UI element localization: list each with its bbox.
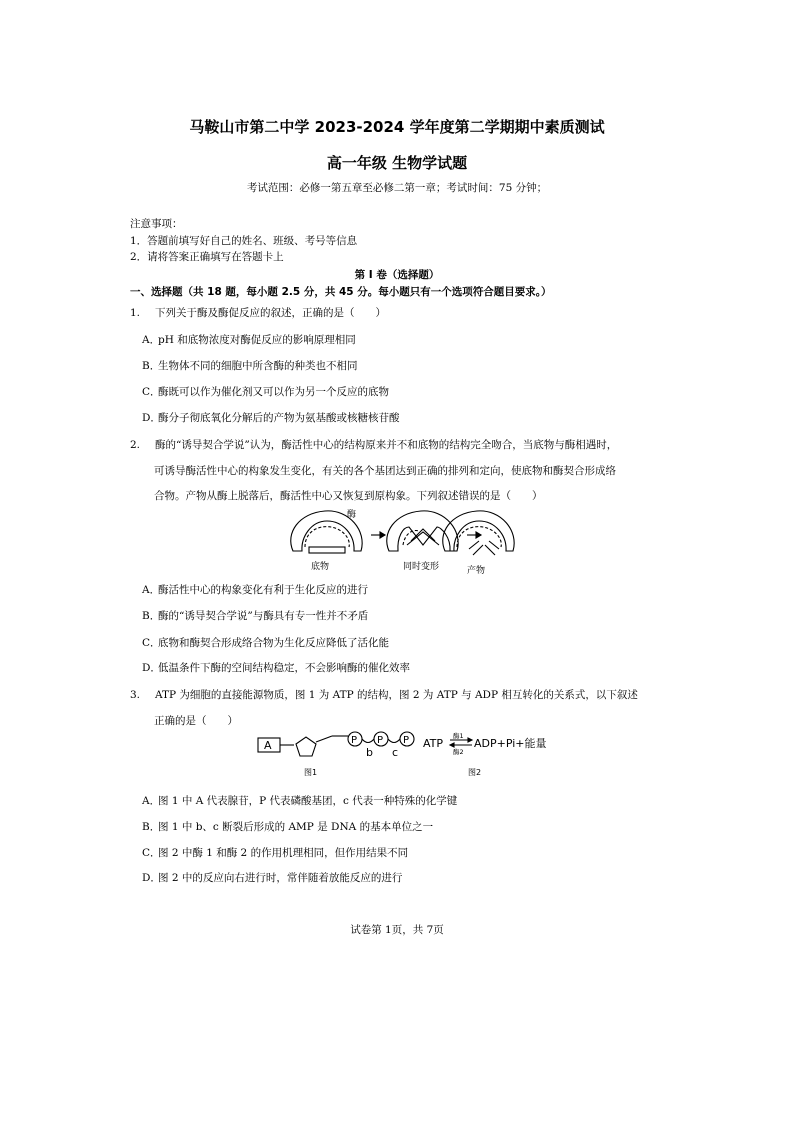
- question-2-stem-line: 合物。产物从酶上脱落后，酶活性中心又恢复到原构象。下列叙述错误的是（ ）: [154, 490, 543, 502]
- exam-title: 马鞍山市第二中学 2023-2024 学年度第二学期期中素质测试: [189, 118, 605, 136]
- label-atp: ATP: [423, 737, 444, 750]
- label-product: 产物: [467, 566, 486, 576]
- label-a: A: [264, 739, 272, 752]
- question-1-option-c: C．酶既可以作为催化剂又可以作为另一个反应的底物: [142, 386, 389, 398]
- label-fig2: 图2: [468, 768, 482, 777]
- note-item: 1．答题前填写好自己的姓名、班级、考号等信息: [130, 235, 358, 247]
- label-b: b: [366, 746, 373, 759]
- section-title: 第 I 卷（选择题）: [354, 269, 440, 281]
- question-2-option-b: B．酶的“诱导契合学说”与酶具有专一性并不矛盾: [142, 610, 369, 622]
- label-change: 同时变形: [403, 562, 440, 572]
- page-footer: 试卷第 1页，共 7页: [350, 924, 444, 936]
- question-2-option-a: A．酶活性中心的构象变化有利于生化反应的进行: [142, 584, 368, 596]
- label-substrate: 底物: [311, 562, 330, 572]
- question-1-option-d: D．酶分子彻底氧化分解后的产物为氨基酸或核糖核苷酸: [142, 412, 400, 424]
- label-products: ADP+Pi+能量: [474, 737, 547, 750]
- atp-figure: [250, 730, 560, 780]
- section-instruction: 一、选择题（共 18 题，每小题 2.5 分，共 45 分。每小题只有一个选项符合题目要求。）: [130, 286, 552, 298]
- label-p3: P: [403, 735, 410, 746]
- question-number: 1.: [130, 307, 141, 319]
- question-1-option-b: B．生物体不同的细胞中所含酶的种类也不相同: [142, 360, 358, 372]
- label-p2: P: [377, 735, 384, 746]
- question-2-stem: 2. 酶的“诱导契合学说”认为，酶活性中心的结构原来并不和底物的结构完全吻合，当底物与酶相遇时，: [130, 439, 618, 451]
- question-2-option-c: C．底物和酶契合形成络合物为生化反应降低了活化能: [142, 637, 389, 649]
- label-c: c: [392, 746, 399, 759]
- question-3-stem: 3. ATP 为细胞的直接能源物质，图 1 为 ATP 的结构，图 2 为 ATP 与 ADP 相互转化的关系式，以下叙述: [130, 689, 638, 701]
- label-enzyme2: 酶2: [453, 748, 464, 756]
- label-enzyme1: 酶1: [453, 732, 464, 740]
- exam-subtitle: 高一年级 生物学试题: [326, 154, 468, 172]
- label-p1: P: [351, 735, 358, 746]
- notes-heading: 注意事项：: [130, 218, 183, 230]
- question-2-option-d: D．低温条件下酶的空间结构稳定，不会影响酶的催化效率: [142, 662, 410, 674]
- question-number: 3.: [130, 689, 141, 701]
- question-3-option-d: D．图 2 中的反应向右进行时，常伴随着放能反应的进行: [142, 872, 403, 884]
- question-number: 2.: [130, 439, 141, 451]
- note-item: 2．请将答案正确填写在答题卡上: [130, 251, 284, 263]
- question-3-stem-line: 正确的是（ ）: [154, 715, 238, 727]
- question-1-option-a: A．pH 和底物浓度对酶促反应的影响原理相同: [142, 334, 356, 346]
- question-1-stem: 1. 下列关于酶及酶促反应的叙述，正确的是（ ）: [130, 307, 386, 319]
- question-2-stem-line: 可诱导酶活性中心的构象发生变化，有关的各个基团达到正确的排列和定向，使底物和酶契合形成络: [154, 465, 616, 477]
- question-3-option-a: A．图 1 中 A 代表腺苷，P 代表磷酸基团，c 代表一种特殊的化学键: [142, 795, 458, 807]
- label-fig1: 图1: [304, 768, 318, 777]
- question-3-option-b: B．图 1 中 b、c 断裂后形成的 AMP 是 DNA 的基本单位之一: [142, 821, 434, 833]
- exam-scope: 考试范围：必修一第五章至必修二第一章；考试时间：75 分钟；: [246, 182, 548, 194]
- question-3-option-c: C．图 2 中酶 1 和酶 2 的作用机理相同，但作用结果不同: [142, 847, 409, 859]
- induced-fit-figure: [285, 505, 530, 577]
- label-enzyme: 酶: [347, 510, 357, 520]
